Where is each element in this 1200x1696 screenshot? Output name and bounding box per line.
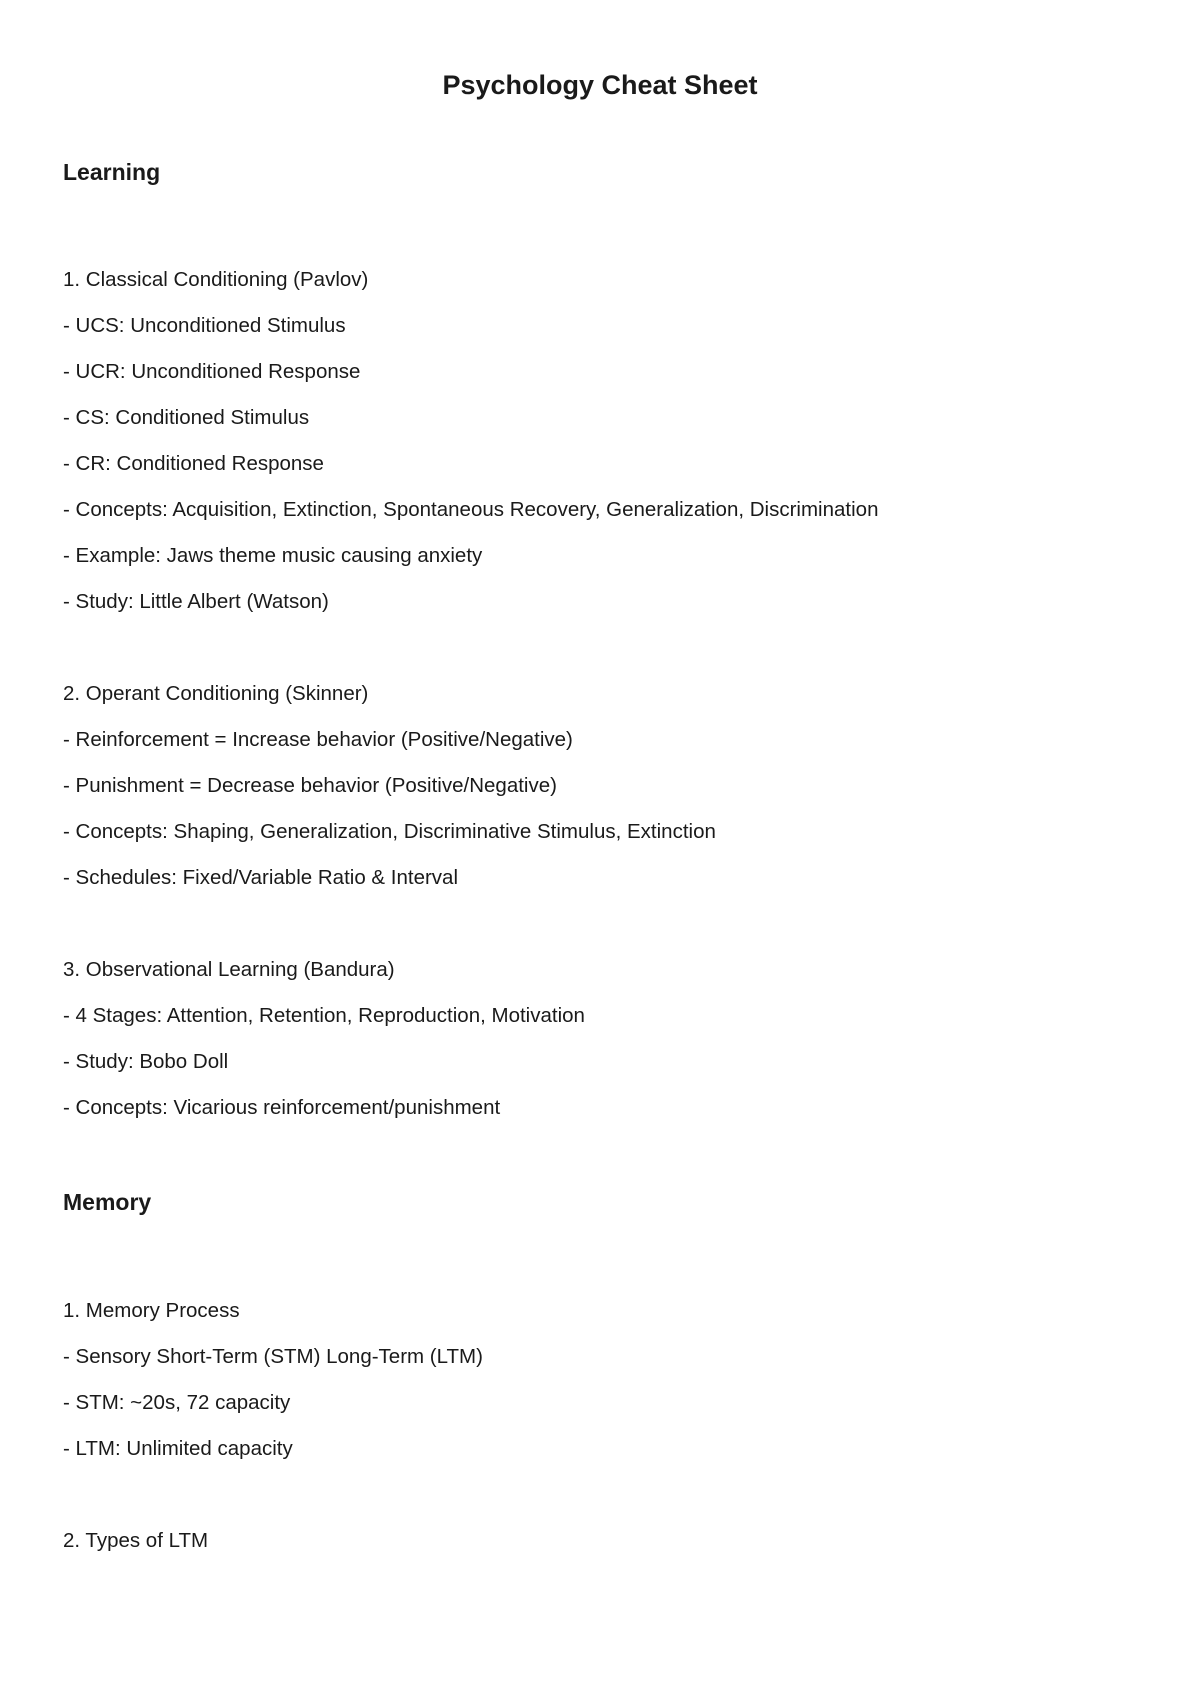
list-item: 3. Observational Learning (Bandura) xyxy=(63,958,395,981)
list-item: - CR: Conditioned Response xyxy=(63,452,324,475)
list-item: - Concepts: Vicarious reinforcement/punishment xyxy=(63,1096,501,1119)
section-heading-memory: Memory xyxy=(63,1189,152,1215)
list-item: - Punishment = Decrease behavior (Positive/Negative) xyxy=(63,774,557,797)
list-item: - Schedules: Fixed/Variable Ratio & Interval xyxy=(63,866,459,889)
section-heading-learning: Learning xyxy=(63,159,161,185)
list-item: - Example: Jaws theme music causing anxiety xyxy=(63,544,483,567)
list-item: - UCR: Unconditioned Response xyxy=(63,360,361,383)
list-item: - STM: ~20s, 72 capacity xyxy=(63,1391,291,1414)
list-item: 1. Memory Process xyxy=(63,1299,240,1322)
list-item: - Concepts: Acquisition, Extinction, Spontaneous Recovery, Generalization, Discrimination xyxy=(63,498,879,521)
list-item: - Study: Little Albert (Watson) xyxy=(63,590,329,613)
list-item: - LTM: Unlimited capacity xyxy=(63,1437,293,1460)
list-item: - Reinforcement = Increase behavior (Positive/Negative) xyxy=(63,728,573,751)
list-item: - Sensory Short-Term (STM) Long-Term (LTM) xyxy=(63,1345,483,1368)
list-item: 1. Classical Conditioning (Pavlov) xyxy=(63,268,369,291)
document-title: Psychology Cheat Sheet xyxy=(442,70,758,100)
list-item: - UCS: Unconditioned Stimulus xyxy=(63,314,346,337)
list-item: 2. Operant Conditioning (Skinner) xyxy=(63,682,369,705)
list-item: 2. Types of LTM xyxy=(63,1529,209,1552)
list-item: - CS: Conditioned Stimulus xyxy=(63,406,310,429)
list-item: - 4 Stages: Attention, Retention, Reproduction, Motivation xyxy=(63,1004,585,1027)
list-item: - Study: Bobo Doll xyxy=(63,1050,229,1073)
list-item: - Concepts: Shaping, Generalization, Discriminative Stimulus, Extinction xyxy=(63,820,716,843)
